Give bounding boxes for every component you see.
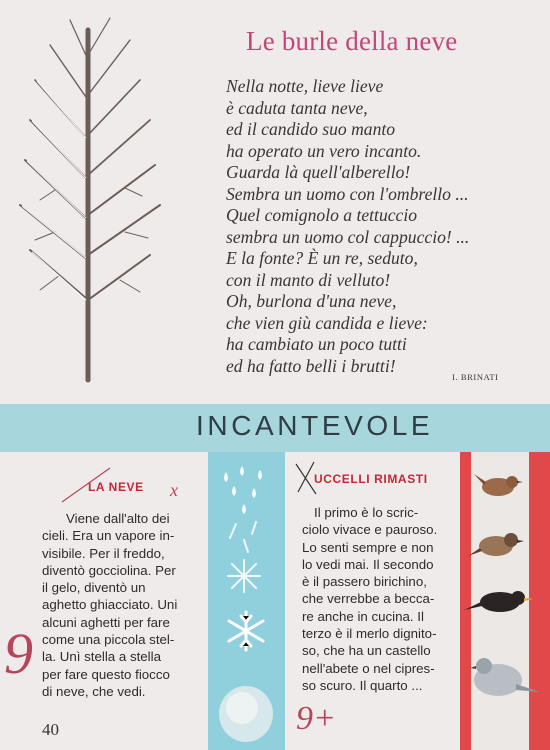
text-line: che verrebbe a becca- (302, 591, 435, 607)
text-line: Viene dall'alto dei (66, 511, 170, 526)
text-line: lo vedi mai. Il secondo (302, 556, 434, 572)
poem-title: Le burle della neve (246, 26, 458, 56)
text-line: re anche in cucina. Il (302, 608, 424, 624)
handwritten-bottom-mark: 9+ (296, 700, 336, 737)
right-column-text (302, 504, 452, 694)
text-line: terzo è il merlo dignito- (302, 626, 437, 642)
ice-needle-icon (230, 522, 256, 552)
text-line: il gelo, diventò un (42, 580, 146, 596)
text-line: di neve, che vedi. (42, 683, 146, 699)
text-line: aghetto ghiacciato. Uni (42, 597, 178, 613)
text-line: Il primo è lo scric- (314, 505, 419, 520)
snow-star-icon (228, 560, 260, 592)
bare-tree-illustration (0, 0, 175, 390)
pigeon-bird-icon (470, 658, 540, 696)
pen-x-mark (292, 458, 320, 498)
poem-line: Quel comignolo a tettuccio (226, 205, 418, 225)
poem-line: Oh, burlona d'una neve, (226, 291, 397, 311)
text-line: Lo senti sempre e non (302, 539, 434, 555)
left-column-text (42, 510, 192, 700)
snow-flake-blob-icon (219, 686, 273, 742)
right-column-heading: UCCELLI RIMASTI (314, 472, 428, 486)
poem-line: Sembra un uomo con l'ombrello ... (226, 183, 469, 204)
pen-stroke-mark (60, 464, 120, 504)
banner-title: INCANTEVOLE (196, 410, 434, 441)
text-line: so, che ha un castello (302, 643, 431, 659)
text-line: diventò gocciolina. Per (42, 562, 176, 578)
poem-body (226, 76, 526, 377)
text-line: per fare questo fiocco (42, 666, 170, 682)
text-line: so scuro. Il quarto ... (302, 677, 423, 693)
poem-line: ed ha fatto belli i brutti! (226, 355, 396, 376)
poem-line: E la fonte? È un re, seduto, (226, 248, 418, 268)
text-line: visibile. Per il freddo, (42, 545, 165, 561)
poem-line: che vien giù candida e lieve: (226, 312, 428, 333)
text-line: come una piccola stel- (42, 632, 175, 648)
poem-line: ha cambiato un poco tutti (226, 334, 407, 354)
text-line: la. Unì stella a stella (42, 649, 161, 665)
sparrow-bird-icon (468, 533, 524, 556)
handwritten-x: x (170, 480, 178, 500)
handwritten-margin-mark: 9 (4, 621, 33, 686)
text-line: ciolo vivace e pauroso. (302, 522, 438, 538)
poem-line: ha operato un vero incanto. (226, 140, 422, 161)
poem-line: Guarda là quell'alberello! (226, 162, 411, 182)
wren-bird-icon (474, 474, 523, 496)
page-number: 40 (42, 720, 59, 739)
poem-line: ed il candido suo manto (226, 119, 396, 139)
poem-line: con il manto di velluto! (226, 269, 391, 290)
poem-line: Nella notte, lieve lieve (226, 76, 384, 96)
poem-author: I. BRINATI (452, 372, 499, 382)
snow-icons-group (208, 452, 285, 750)
poem-line: è caduta tanta neve, (226, 97, 368, 118)
text-line: cieli. Era un vapore in- (42, 528, 175, 544)
text-line: nell'abete o nel cipres- (302, 660, 435, 676)
snowflake-icon (229, 612, 263, 650)
left-column-heading: LA NEVE (88, 480, 144, 494)
bird-icons-group (460, 452, 550, 750)
text-line: alcuni aghetti per fare (42, 614, 170, 630)
water-drop-icon (224, 466, 262, 514)
poem-line: sembra un uomo col cappuccio! ... (226, 226, 470, 247)
blackbird-icon (464, 591, 534, 612)
text-line: è il passero birichino, (302, 574, 427, 590)
